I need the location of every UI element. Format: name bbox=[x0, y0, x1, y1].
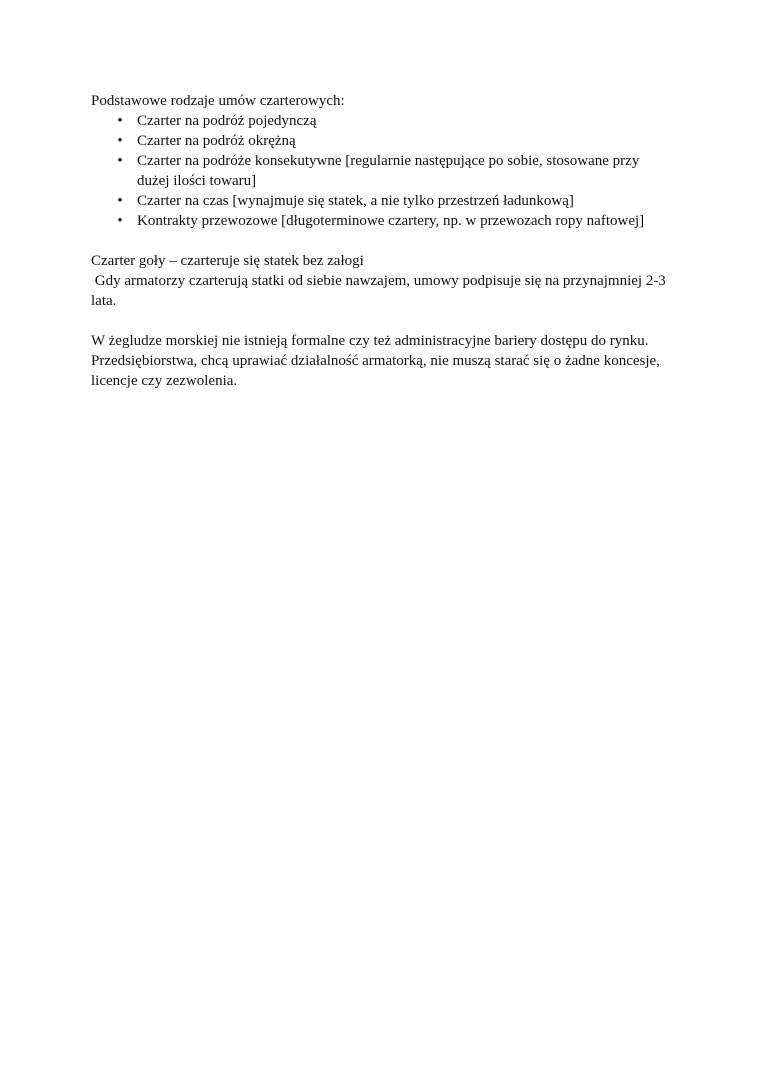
list-item bbox=[91, 211, 671, 231]
paragraph-spacer bbox=[91, 231, 671, 251]
bullet-icon: • bbox=[117, 153, 123, 169]
list-item-text: Czarter na czas [wynajmuje się statek, a nie tylko przestrzeń ładunkową] bbox=[137, 193, 574, 209]
list-item bbox=[91, 111, 671, 131]
bullet-icon: • bbox=[117, 193, 123, 209]
list-item bbox=[91, 151, 671, 191]
bullet-icon: • bbox=[117, 133, 123, 149]
list-item-text: Czarter na podróż okrężną bbox=[137, 133, 296, 149]
list-item bbox=[91, 191, 671, 211]
list-item bbox=[91, 131, 671, 151]
bare-charter-paragraph: Czarter goły – czarteruje się statek bez załogi bbox=[91, 253, 364, 269]
market-access-paragraph: W żegludze morskiej nie istnieją formalne czy też administracyjne bariery dostępu do rynku. Przedsiębiorstwa, chcą uprawiać działalność armatorką, nie muszą starać się o żadne koncesje, licencje czy zezwolenia. bbox=[91, 333, 664, 389]
list-item-text: Kontrakty przewozowe [długoterminowe czartery, np. w przewozach ropy naftowej] bbox=[137, 213, 645, 229]
shipowners-note-paragraph: Gdy armatorzy czarterują statki od siebie nawzajem, umowy podpisuje się na przynajmniej 2-3 lata. bbox=[91, 273, 670, 309]
charter-types-list bbox=[91, 111, 671, 231]
bullet-icon: • bbox=[117, 213, 123, 229]
list-item-text: Czarter na podróże konsekutywne [regularnie następujące po sobie, stosowane przy dużej ilości towaru] bbox=[137, 153, 640, 189]
bullet-icon: • bbox=[117, 113, 123, 129]
paragraph-spacer bbox=[91, 311, 671, 331]
document-body bbox=[91, 91, 671, 391]
list-item-text: Czarter na podróż pojedynczą bbox=[137, 113, 317, 129]
intro-paragraph: Podstawowe rodzaje umów czarterowych: bbox=[91, 93, 345, 109]
